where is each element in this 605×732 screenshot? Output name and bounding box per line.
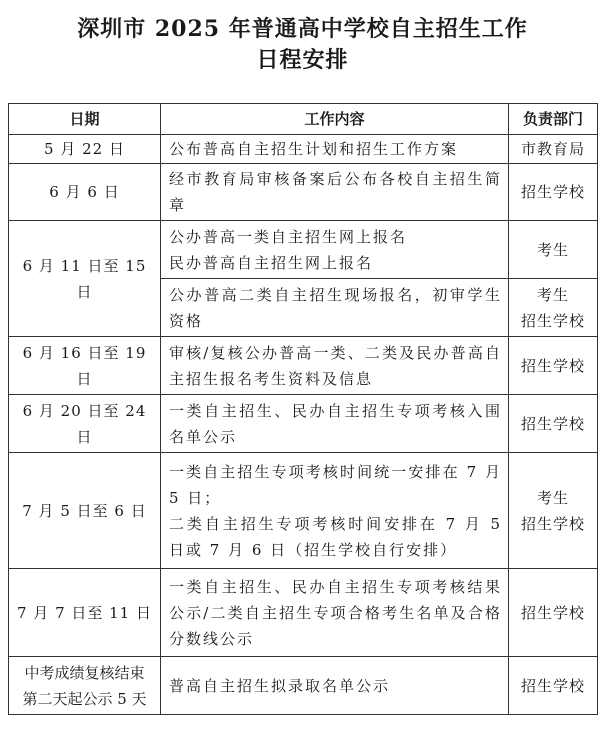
dept-line: 考生 xyxy=(536,488,569,507)
work-line: 民办普高自主招生网上报名 xyxy=(169,253,374,272)
table-row xyxy=(9,657,598,715)
cell-date xyxy=(9,657,161,715)
cell-date: 7 月 5 日至 6 日 xyxy=(9,453,161,569)
cell-work: 公布普高自主招生计划和招生工作方案 xyxy=(161,135,509,164)
cell-dept: 市教育局 xyxy=(509,135,598,164)
cell-date: 6 月 11 日至 15 日 xyxy=(9,221,161,337)
cell-date: 7 月 7 日至 11 日 xyxy=(9,569,161,657)
work-line: 一类自主招生专项考核时间统一安排在 7 月 5 日； xyxy=(169,462,502,507)
cell-dept: 招生学校 xyxy=(509,657,598,715)
header-date: 日期 xyxy=(9,104,161,135)
cell-date: 6 月 20 日至 24 日 xyxy=(9,395,161,453)
work-line: 二类自主招生专项考核时间安排在 7 月 5 日或 7 月 6 日（招生学校自行安排） xyxy=(169,514,502,559)
dept-line: 招生学校 xyxy=(520,311,585,330)
cell-work: 普高自主招生拟录取名单公示 xyxy=(161,657,509,715)
title-line-1: 深圳市 2025 年普通高中学校自主招生工作 xyxy=(77,16,528,42)
dept-line: 考生 xyxy=(536,285,569,304)
cell-dept: 招生学校 xyxy=(509,164,598,221)
cell-work: 审核/复核公办普高一类、二类及民办普高自主招生报名考生资料及信息 xyxy=(161,337,509,395)
table-row xyxy=(9,395,598,453)
cell-dept: 考生 xyxy=(509,221,598,279)
cell-dept xyxy=(509,453,598,569)
dept-line: 招生学校 xyxy=(520,514,585,533)
cell-date: 5 月 22 日 xyxy=(9,135,161,164)
header-work: 工作内容 xyxy=(161,104,509,135)
cell-work xyxy=(161,221,509,279)
table-row xyxy=(9,164,598,221)
cell-dept xyxy=(509,279,598,337)
title-line-2: 日程安排 xyxy=(256,47,349,73)
cell-dept: 招生学校 xyxy=(509,337,598,395)
cell-work xyxy=(161,453,509,569)
cell-work: 一类自主招生、民办自主招生专项考核入围名单公示 xyxy=(161,395,509,453)
work-line: 公办普高一类自主招生网上报名 xyxy=(169,227,408,246)
table-row xyxy=(9,569,598,657)
table-header-row xyxy=(9,104,598,135)
table-row xyxy=(9,221,598,279)
table-row xyxy=(9,453,598,569)
cell-dept: 招生学校 xyxy=(509,395,598,453)
cell-work: 公办普高二类自主招生现场报名，初审学生资格 xyxy=(161,279,509,337)
date-line: 第二天起公示 5 天 xyxy=(22,689,147,708)
table-row xyxy=(9,135,598,164)
cell-dept: 招生学校 xyxy=(509,569,598,657)
cell-work: 经市教育局审核备案后公布各校自主招生简章 xyxy=(161,164,509,221)
cell-date: 6 月 6 日 xyxy=(9,164,161,221)
document-title xyxy=(0,0,605,86)
cell-work: 一类自主招生、民办自主招生专项考核结果公示/二类自主招生专项合格考生名单及合格分数线公示 xyxy=(161,569,509,657)
table-row xyxy=(9,337,598,395)
header-dept: 负责部门 xyxy=(509,104,598,135)
date-line: 中考成绩复核结束 xyxy=(24,663,145,682)
schedule-table xyxy=(8,103,598,715)
cell-date: 6 月 16 日至 19 日 xyxy=(9,337,161,395)
